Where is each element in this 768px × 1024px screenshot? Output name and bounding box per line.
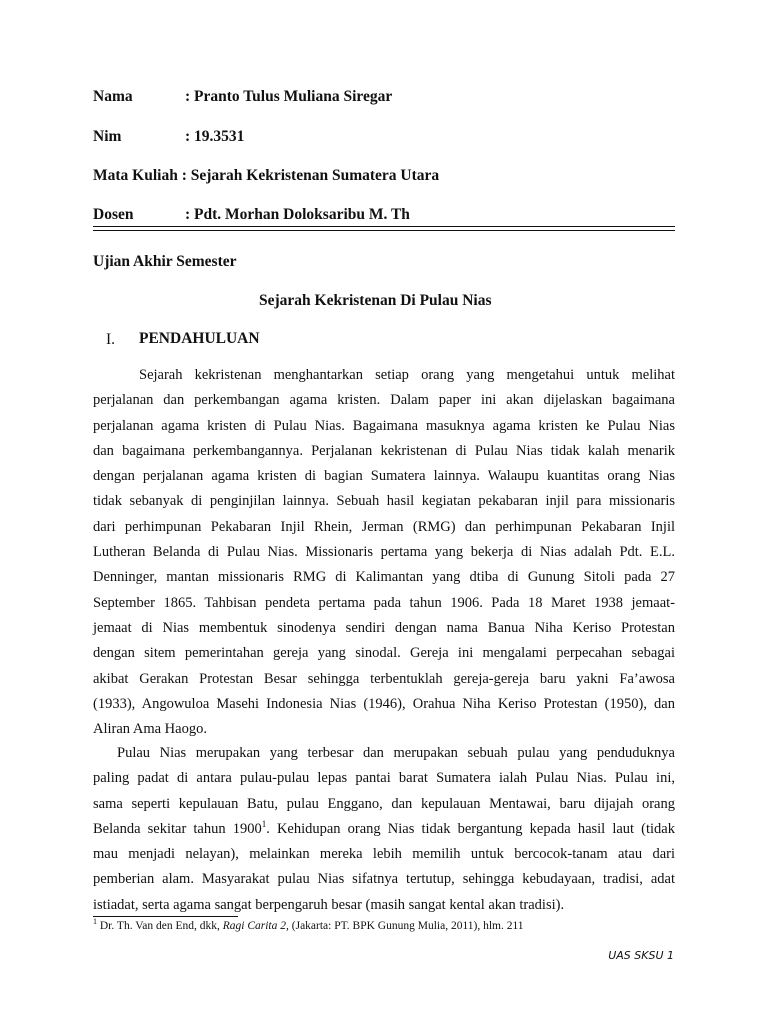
dosen-label: Dosen [93, 206, 134, 223]
paragraph-line: Aliran Ama Haogo. [93, 721, 207, 738]
paragraph-line: Sejarah kekristenan menghantarkan setiap orang yang mengetahui untuk melihat [139, 367, 675, 383]
paragraph-line: pemberian alam. Masyarakat pulau Nias sifatnya tertutup, sehingga kebudayaan, tradisi, adat [93, 871, 675, 888]
paragraph-line: perjalanan dan perkembangan agama kristen. Dalam paper ini akan dijelaskan bagaimana [93, 392, 675, 409]
paragraph-line: dengan sitem pemerintahan gereja yang sinodal. Gereja ini mengalami perpecahan sebagai [93, 645, 675, 662]
footnote [93, 917, 524, 932]
matkul-label: Mata Kuliah [93, 167, 178, 184]
footnote-number: 1 [93, 917, 97, 927]
paragraph-line: perjalanan agama kristen di Pulau Nias. Bagaimana masuknya agama kristen ke Pulau Nias [93, 417, 675, 434]
line-text: Belanda sekitar tahun 1900 [93, 820, 262, 837]
paragraph-line: sama seperti kepulauan Batu, pulau Enggano, dan kepulauan Mentawai, baru dijajah orang [93, 795, 675, 812]
exam-label: Ujian Akhir Semester [93, 253, 237, 270]
paragraph-line: istiadat, serta agama sangat berpengaruh besar (masih sangat kental akan tradisi). [93, 896, 565, 913]
paragraph-line: akibat Gerakan Protestan Besar sehingga terbentuklah gereja-gereja baru yakni Fa’awosa [93, 670, 675, 687]
paragraph-line: jemaat di Nias membentuk sinodenya sendiri dengan nama Banua Niha Keriso Protestan [93, 619, 675, 636]
nama-value: : Pranto Tulus Muliana Siregar [185, 88, 393, 105]
paragraph-line: (1933), Angowuloa Masehi Indonesia Nias (1946), Orahua Niha Keriso Protestan (1950), dan [93, 695, 675, 712]
nim-value: : 19.3531 [185, 128, 245, 145]
paragraph-line: mau menjadi nelayan), melainkan mereka lebih memilih untuk bercocok-tanam atau dari [93, 846, 675, 863]
header-nim-row [93, 128, 245, 146]
header-nama-row [93, 88, 393, 106]
paragraph-1 [93, 363, 675, 742]
section-number: I. [106, 331, 116, 348]
paragraph-line: dari perhimpunan Pekabaran Injil Rhein, Jerman (RMG) dan perhimpunan Pekabaran Injil [93, 518, 675, 535]
matkul-value: : Sejarah Kekristenan Sumatera Utara [181, 167, 440, 184]
footnote-text: (Jakarta: PT. BPK Gunung Mulia, 2011), hlm. 211 [288, 920, 524, 932]
paragraph-line-with-footnote [93, 817, 675, 842]
paragraph-line: Lutheran Belanda di Pulau Nias. Missionaris pertama yang bekerja di Nias adalah Pdt. E.L. [93, 544, 675, 561]
nama-label: Nama [93, 88, 133, 105]
footnote-reference: 1 [261, 819, 267, 830]
header-divider-top [93, 226, 675, 227]
paragraph-2 [93, 741, 675, 918]
paragraph-line: Pulau Nias merupakan yang terbesar dan merupakan sebuah pulau yang penduduknya [117, 745, 675, 761]
paragraph-line: tidak sebanyak di penginjilan lainnya. Sebuah hasil kegiatan pekabaran injil para missionaris [93, 493, 675, 510]
footnote-separator [93, 916, 238, 917]
paragraph-line: paling padat di antara pulau-pulau lepas pantai barat Sumatera ialah Pulau Nias. Pulau ini, [93, 770, 675, 787]
document-title: Sejarah Kekristenan Di Pulau Nias [259, 292, 492, 309]
paragraph-line: dan bagaimana perkembangannya. Perjalanan kekristenan di Pulau Nias tidak kalah menarik [93, 442, 675, 459]
header-divider-bottom [93, 230, 675, 231]
nim-label: Nim [93, 128, 122, 145]
footnote-title: Ragi Carita 2, [222, 920, 289, 932]
page-footer: UAS SKSU 1 [608, 949, 674, 962]
header-matkul-row [93, 167, 439, 185]
paragraph-line: September 1865. Tahbisan pendeta pertama pada tahun 1906. Pada 18 Maret 1938 jemaat- [93, 594, 675, 611]
section-heading: PENDAHULUAN [139, 330, 260, 347]
line-text: . Kehidupan orang Nias tidak bergantung kepada hasil laut (tidak [266, 820, 675, 837]
paragraph-line: Denninger, mantan missionaris RMG di Kalimantan yang dtiba di Gunung Sitoli pada 27 [93, 569, 675, 586]
footnote-text: Dr. Th. Van den End, dkk, [97, 920, 223, 932]
paragraph-line: dengan perjalanan agama kristen di bagian Sumatera lainnya. Walaupu kuantitas orang Nias [93, 468, 675, 485]
dosen-value: : Pdt. Morhan Doloksaribu M. Th [185, 206, 410, 223]
header-dosen-row [93, 206, 410, 224]
